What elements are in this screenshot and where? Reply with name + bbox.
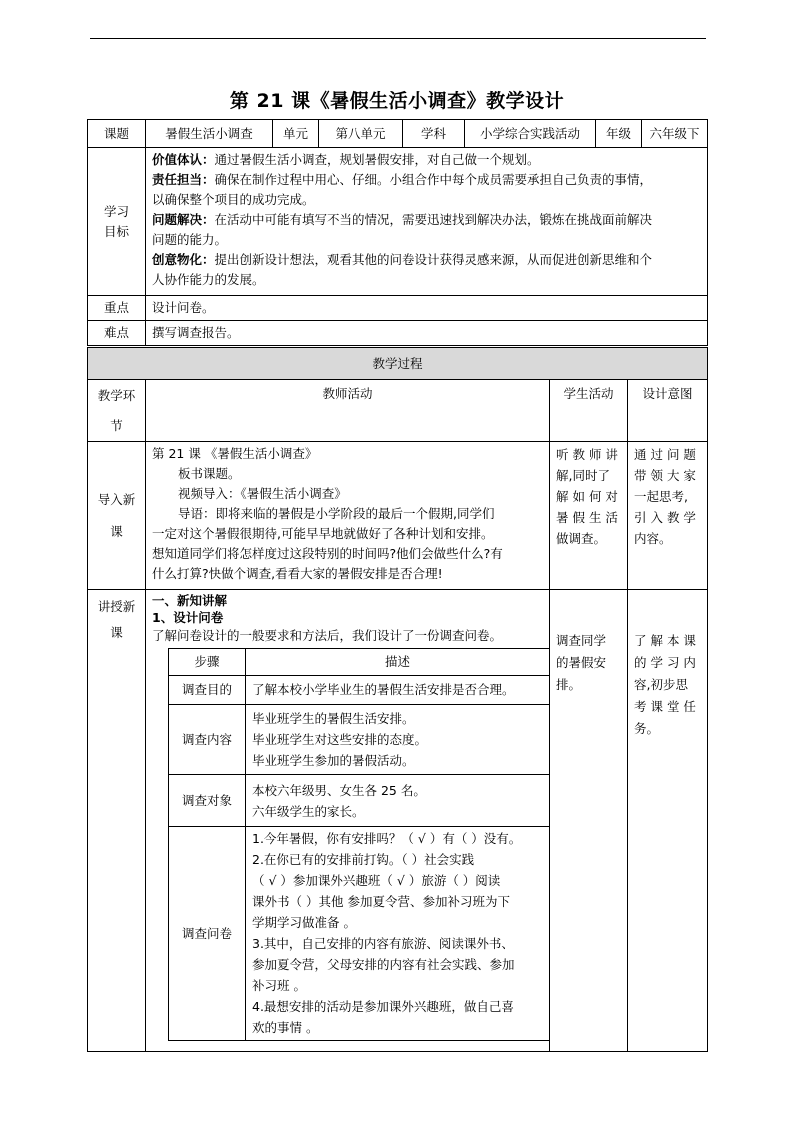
survey-head-desc: 描述 bbox=[246, 649, 550, 676]
col-stage: 教学环 节 bbox=[88, 380, 146, 442]
goals-content: 价值体认：通过暑假生活小调查，规划暑假安排，对自己做一个规划。 责任担当：确保在制作过程中用心、仔细。小组合作中每个成员需要承担自己负责的事情， 以确保整个项目的成功完成。 问题解决：在活动中可能有填写不当的情况，需要迅速找到解决办法，锻炼在挑战面前解决 问题的能力。 创意物化：提出创新设计想法，观看其他的问卷设计获得灵感来源，从而促进创新思维和个 人协作能力的发展。 bbox=[146, 148, 708, 296]
intro-intent: 通 过 问 题 带 领 大 家 一起思考, 引 入 教 学 内容。 bbox=[628, 442, 708, 590]
goals-label: 学习 目标 bbox=[88, 148, 146, 296]
subject-value: 小学综合实践活动 bbox=[465, 120, 596, 148]
process-table bbox=[87, 347, 708, 1052]
key-point-value: 设计问卷。 bbox=[146, 296, 708, 321]
topic-value: 暑假生活小调查 bbox=[146, 120, 273, 148]
key-point-label: 重点 bbox=[88, 296, 146, 321]
col-intent: 设计意图 bbox=[628, 380, 708, 442]
process-header: 教学过程 bbox=[88, 348, 708, 380]
subject-label: 学科 bbox=[403, 120, 465, 148]
survey-row-step: 调查问卷 bbox=[169, 827, 246, 1041]
unit-value: 第八单元 bbox=[319, 120, 403, 148]
intro-student: 听 教 师 讲 解,同时了 解 如 何 对 暑 假 生 活 做调查。 bbox=[550, 442, 628, 590]
survey-row-step: 调查目的 bbox=[169, 676, 246, 705]
topic-label: 课题 bbox=[88, 120, 146, 148]
col-teacher: 教师活动 bbox=[146, 380, 550, 442]
survey-row-desc: 本校六年级男、女生各 25 名。 六年级学生的家长。 bbox=[246, 775, 550, 827]
grade-label: 年级 bbox=[596, 120, 642, 148]
survey-row-desc: 1.今年暑假，你有安排吗？（ √ ）有（ ）没有。 2.在你已有的安排前打钩。（ ）社会实践 （ √ ）参加课外兴趣班（ √ ）旅游（ ）阅读 课外书（ ）其他 参加夏令营、参加补习班为下 学期学习做准备 。 3.其中，自己安排的内容有旅游、阅读课外书、 参加夏令营，父母安排的内容有社会实践、参加 补习班 。 4.最想安排的活动是参加课外兴趣班，做自己喜 欢的事情 。 bbox=[246, 827, 550, 1041]
survey-table bbox=[168, 648, 550, 1041]
survey-row-step: 调查内容 bbox=[169, 705, 246, 775]
lecture-student: 调查同学 的暑假安 排。 bbox=[550, 590, 628, 1052]
lecture-intent: 了 解 本 课 的 学 习 内 容,初步思 考 课 堂 任 务。 bbox=[628, 590, 708, 1052]
lecture-teacher: 一、新知讲解 1、设计问卷 了解问卷设计的一般要求和方法后，我们设计了一份调查问卷。 步骤 描述 调查目的 了解本校小学毕业生的暑假生活安排是否合理。 调查内容 毕业班学生的暑假生活安排。 毕业班学生对这些安排的态度。 毕业班学生参加的暑假活动。 调查对象 本校六年级男、女生各 25 名。 六年级学生的家长。 调查问卷 1.今年暑假，你有安排吗？（ √ ）有（ ）没有。 2.在你已有的安排前打钩。（ ）社会实践 （ √ ）参加课外兴趣班（ √ ）旅游（ ）阅读 课外书（ ）其他 参加夏令营、参加补习班为下 学期学习做准备 。 3.其中，自己安排的内容有旅游、阅读课外书、 参加夏令营，父母安排的内容有社会实践、参加 补习班 。 4.最想安排的活动是参加课外兴趣班，做自己喜 欢的事情 。 bbox=[146, 590, 550, 1052]
col-student: 学生活动 bbox=[550, 380, 628, 442]
header-rule bbox=[90, 38, 706, 39]
lecture-stage: 讲授新 课 bbox=[88, 590, 146, 1052]
survey-head-step: 步骤 bbox=[169, 649, 246, 676]
difficulty-label: 难点 bbox=[88, 321, 146, 346]
intro-teacher: 第 21 课 《暑假生活小调查》 板书课题。 视频导入：《暑假生活小调查》 导语：即将来临的暑假是小学阶段的最后一个假期,同学们 一定对这个暑假很期待,可能早早地就做好了各种计划和安排。 想知道同学们将怎样度过这段特别的时间吗?他们会做些什么?有 什么打算?快做个调查,看看大家的暑假安排是否合理! bbox=[146, 442, 550, 590]
intro-stage: 导入新 课 bbox=[88, 442, 146, 590]
grade-value: 六年级下 bbox=[642, 120, 708, 148]
difficulty-value: 撰写调查报告。 bbox=[146, 321, 708, 346]
survey-row-step: 调查对象 bbox=[169, 775, 246, 827]
info-table bbox=[87, 119, 708, 346]
survey-row-desc: 了解本校小学毕业生的暑假生活安排是否合理。 bbox=[246, 676, 550, 705]
unit-label: 单元 bbox=[273, 120, 319, 148]
document-title: 第 21 课《暑假生活小调查》教学设计 bbox=[229, 90, 565, 112]
survey-row-desc: 毕业班学生的暑假生活安排。 毕业班学生对这些安排的态度。 毕业班学生参加的暑假活动。 bbox=[246, 705, 550, 775]
